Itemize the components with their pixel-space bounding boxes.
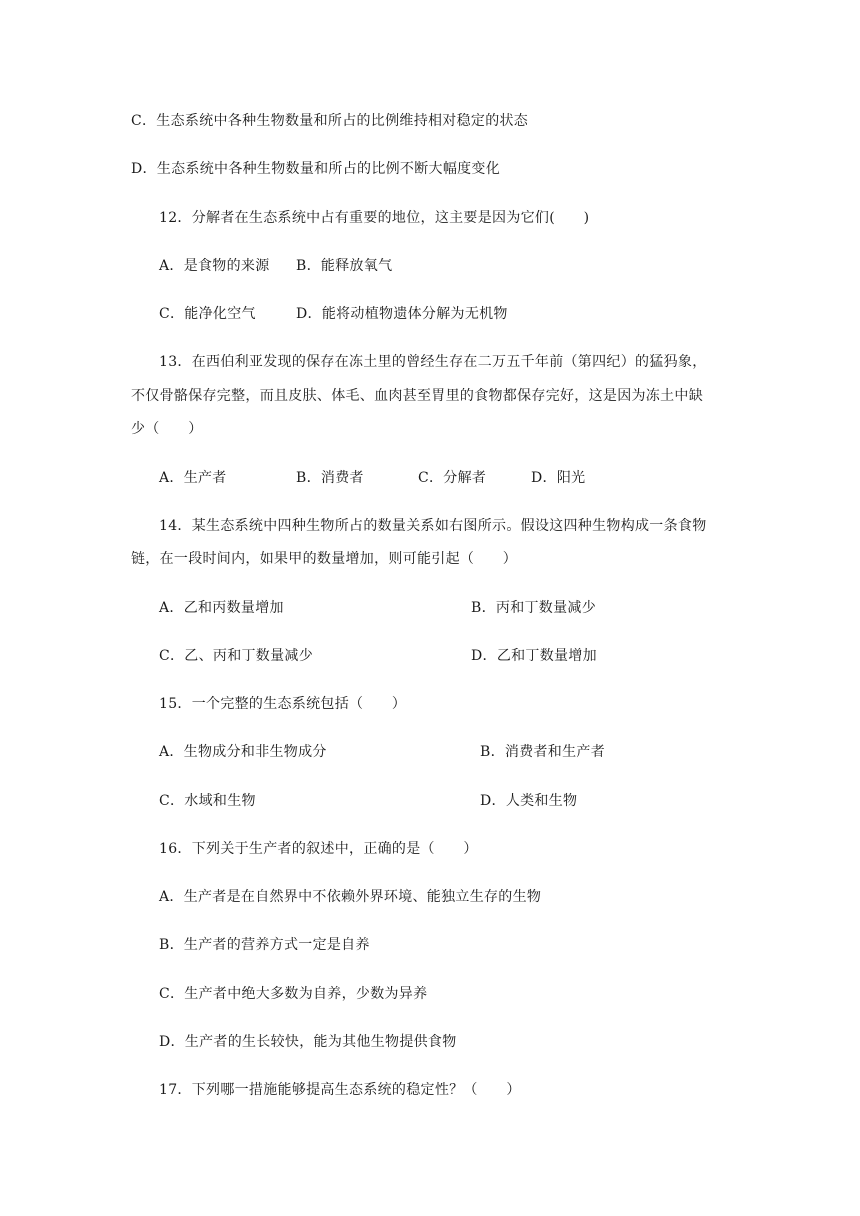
q11-option-c: C．生态系统中各种生物数量和所占的比例维持相对稳定的状态 xyxy=(131,113,529,129)
q14-option-d: D．乙和丁数量增加 xyxy=(471,648,597,664)
q14-option-c: C．乙、丙和丁数量减少 xyxy=(159,648,314,664)
q17-stem: 17．下列哪一措施能够提高生态系统的稳定性？（ ） xyxy=(159,1082,521,1098)
q12-option-d: D．能将动植物遗体分解为无机物 xyxy=(296,306,508,322)
q16-stem: 16．下列关于生产者的叙述中，正确的是（ ） xyxy=(159,841,478,857)
q13-stem-line-1: 13．在西伯利亚发现的保存在冻土里的曾经生存在二万五千年前（第四纪）的猛犸象， xyxy=(159,354,707,370)
q16-option-d: D．生产者的生长较快，能为其他生物提供食物 xyxy=(159,1034,457,1050)
q14-stem-line-1: 14．某生态系统中四种生物所占的数量关系如右图所示。假设这四种生物构成一条食物 xyxy=(159,518,707,534)
q13-option-b: B．消费者 xyxy=(296,470,364,486)
q15-stem: 15．一个完整的生态系统包括（ ） xyxy=(159,696,407,712)
q16-option-b: B．生产者的营养方式一定是自养 xyxy=(159,937,370,953)
q16-option-c: C．生产者中绝大多数为自养，少数为异养 xyxy=(159,986,428,1002)
q13-stem-line-2: 不仅骨骼保存完整，而且皮肤、体毛、血肉甚至胃里的食物都保存完好，这是因为冻土中缺 xyxy=(131,388,703,404)
q15-option-a: A．生物成分和非生物成分 xyxy=(159,744,327,760)
q16-option-a: A．生产者是在自然界中不依赖外界环境、能独立生存的生物 xyxy=(159,889,542,905)
q15-option-c: C．水域和生物 xyxy=(159,793,256,809)
q13-stem-line-3: 少（ ） xyxy=(131,421,203,437)
q15-option-b: B．消费者和生产者 xyxy=(480,744,605,760)
q13-option-d: D．阳光 xyxy=(531,470,586,486)
q13-option-c: C．分解者 xyxy=(418,470,487,486)
q12-option-a: A．是食物的来源 xyxy=(159,258,270,274)
q14-option-a: A．乙和丙数量增加 xyxy=(159,600,284,616)
q12-stem: 12．分解者在生态系统中占有重要的地位，这主要是因为它们( ) xyxy=(159,210,590,226)
q14-stem-line-2: 链，在一段时间内，如果甲的数量增加，则可能引起（ ） xyxy=(131,551,518,567)
q12-option-c: C．能净化空气 xyxy=(159,306,256,322)
q11-option-d: D．生态系统中各种生物数量和所占的比例不断大幅度变化 xyxy=(131,161,501,177)
q13-option-a: A．生产者 xyxy=(159,470,227,486)
q12-option-b: B．能释放氧气 xyxy=(296,258,393,274)
q14-option-b: B．丙和丁数量减少 xyxy=(471,600,596,616)
q15-option-d: D．人类和生物 xyxy=(480,793,578,809)
